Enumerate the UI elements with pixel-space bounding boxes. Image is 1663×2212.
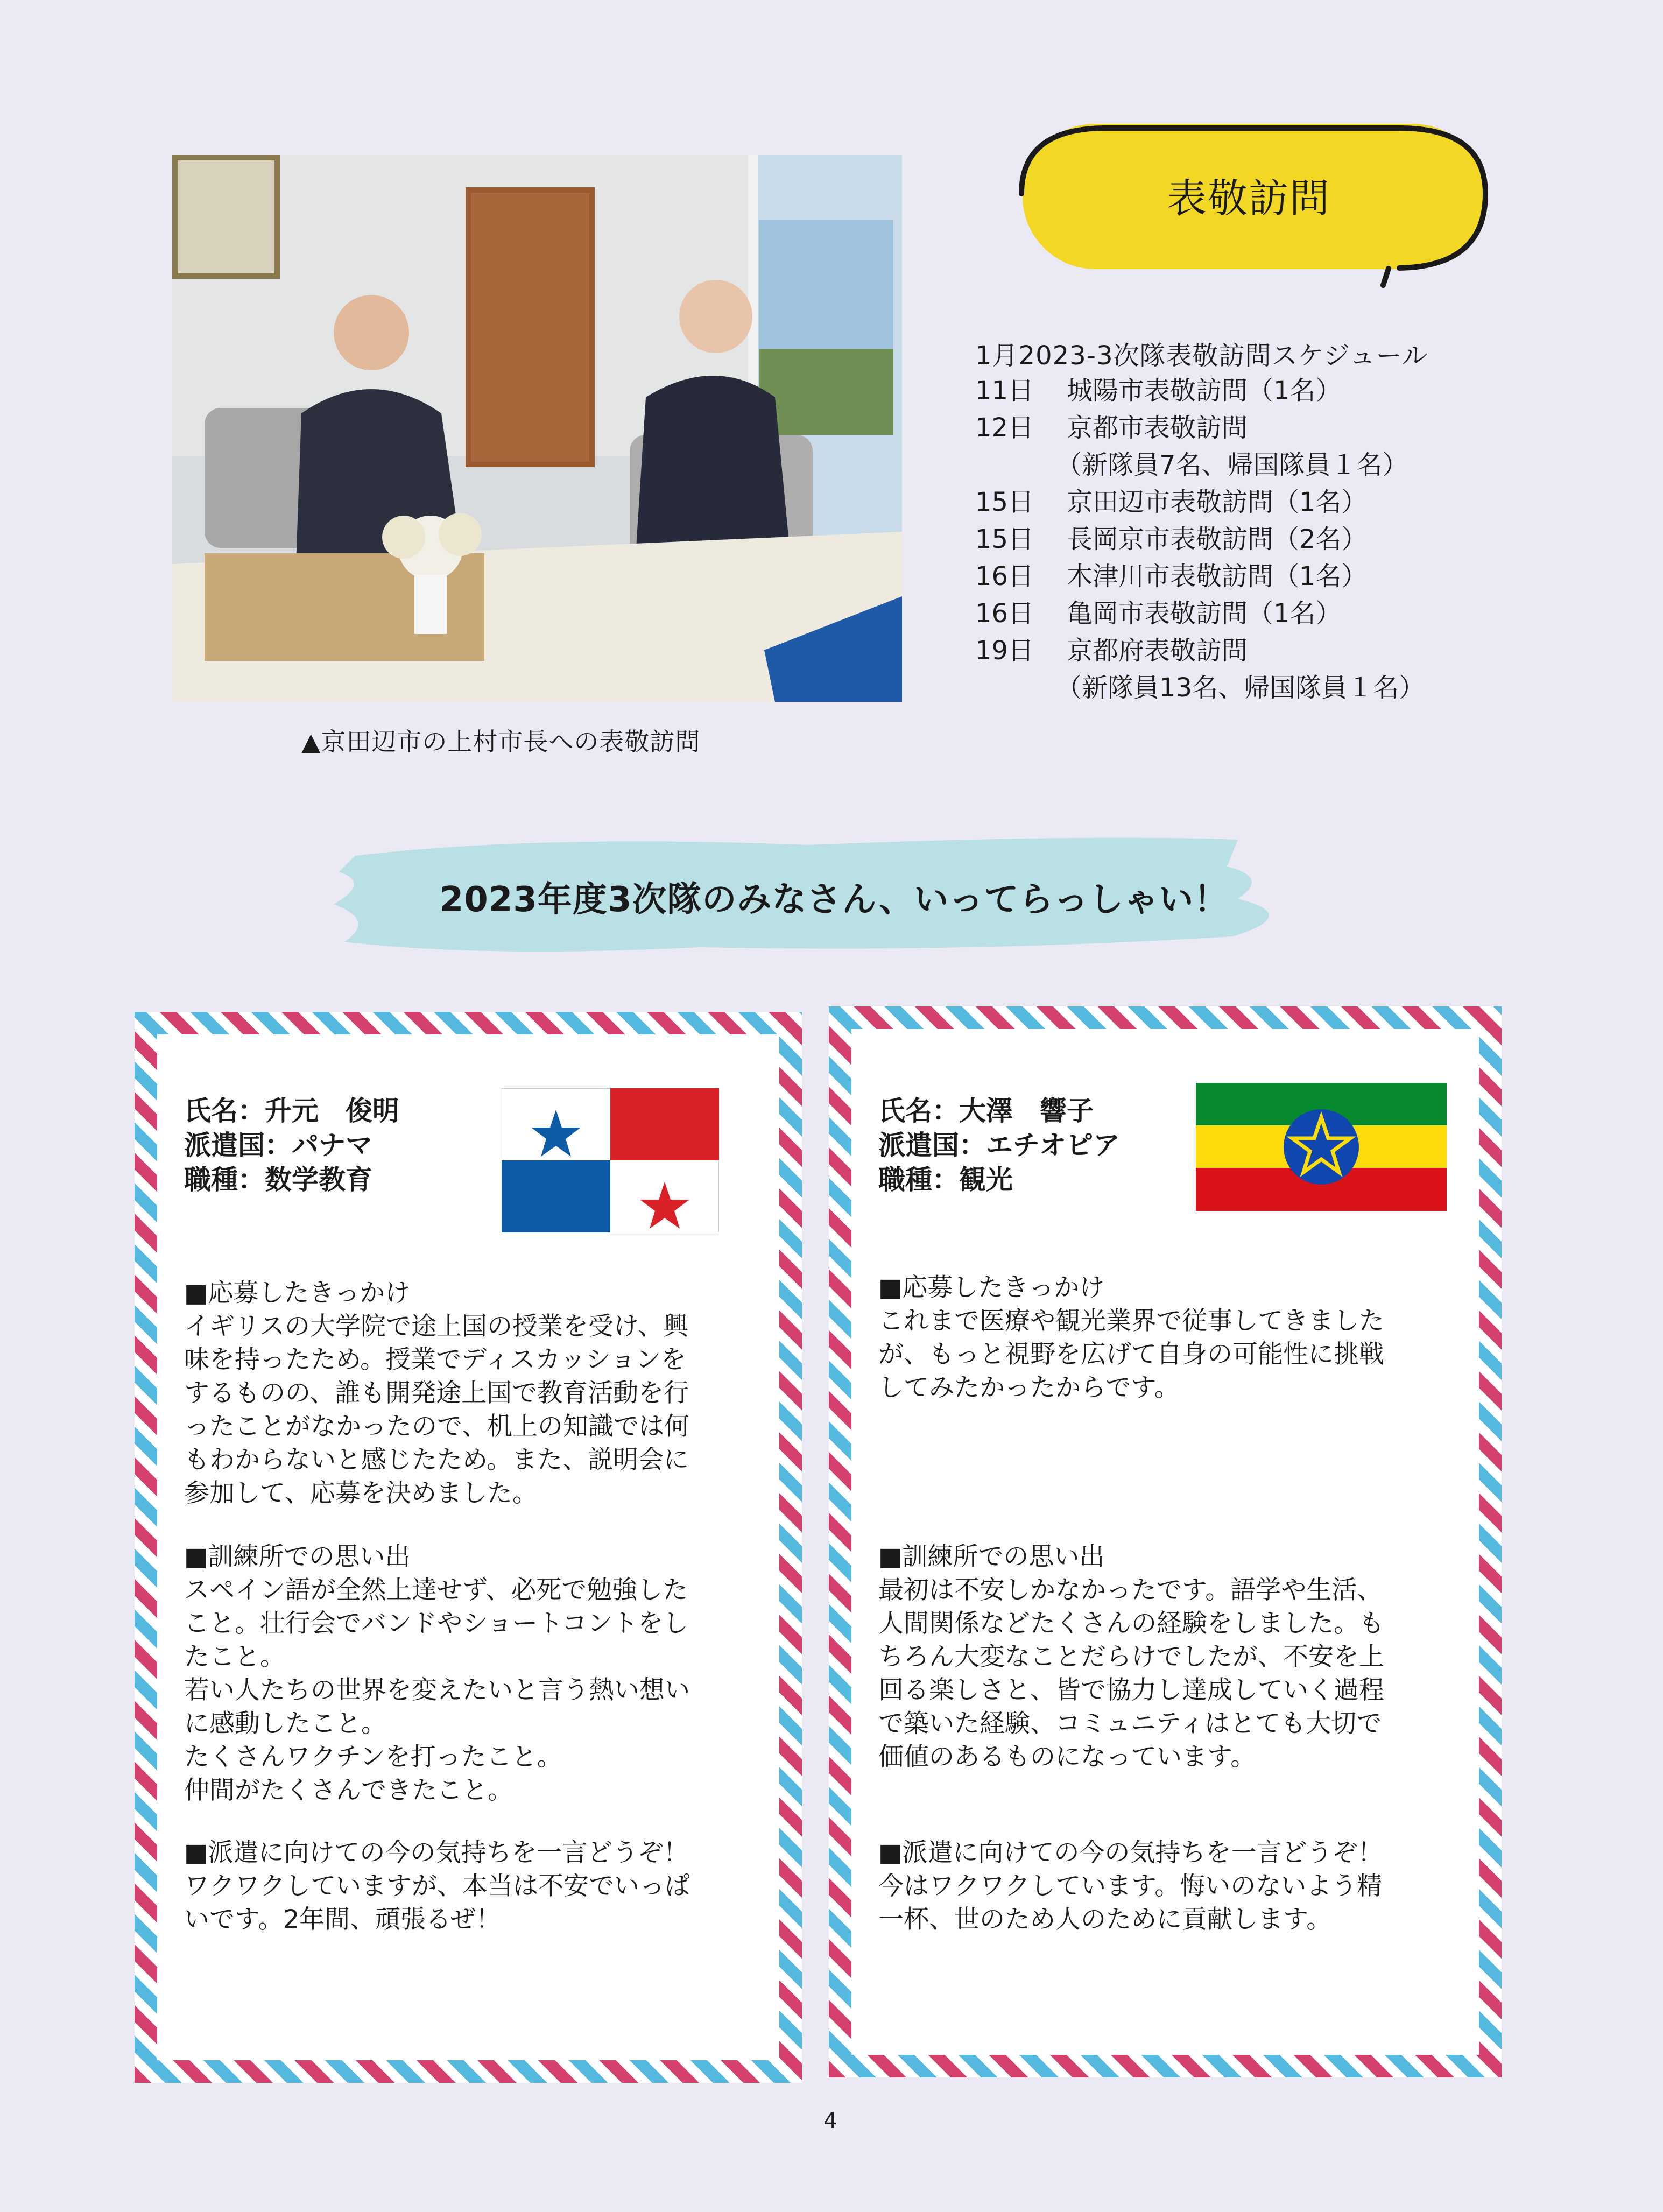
section-title-bubble [1012,113,1507,307]
volunteer-card [135,1012,802,2083]
section-body: イギリスの大学院で途上国の授業を受け、興 味を持ったため。授業でディスカッションを するものの、誰も開発途上国で教育活動を行 ったことがなかったので、机上の知識では何 もわからないと感じたため。また、説明会に 参加して、応募を決めました。 [184,1312,690,1508]
schedule-day: 16日 [975,598,1034,629]
schedule-text: 木津川市表敬訪問（1名） [1067,561,1368,591]
schedule-day: 19日 [975,636,1034,666]
section-heading: ■訓練所での思い出 [878,1542,1105,1572]
volunteer-card [829,1006,1502,2077]
section-body: 今はワクワクしています。悔いのないよう精 一杯、世のため人のために貢献します。 [878,1871,1383,1934]
message-section [184,1836,744,1936]
schedule-day: 15日 [975,524,1034,554]
schedule-day: 16日 [975,561,1034,591]
farewell-banner [323,818,1345,980]
section-heading: ■派遣に向けての今の気持ちを一言どうぞ！ [878,1838,1383,1868]
schedule-row [975,670,1513,707]
schedule-row [975,410,1513,447]
section-heading: ■訓練所での思い出 [184,1542,411,1572]
volunteer-name: 氏名：大澤 響子 [878,1095,1094,1126]
volunteer-job: 職種：数学教育 [184,1164,372,1195]
section-heading: ■派遣に向けての今の気持ちを一言どうぞ！ [184,1838,689,1868]
schedule-row [975,447,1513,484]
schedule-text: 京田辺市表敬訪問（1名） [1067,487,1368,517]
volunteer-profile [878,1094,1120,1197]
page-number: 4 [823,2109,837,2133]
schedule-row [975,558,1513,595]
training-memories-section [878,1540,1438,1774]
schedule-list [975,372,1513,707]
schedule-heading: 1月2023-3次隊表敬訪問スケジュール [975,341,1428,371]
volunteer-country: 派遣国：エチオピア [878,1130,1120,1161]
meeting-photo [172,155,902,702]
ethiopia-flag-icon [1196,1083,1447,1211]
schedule-row [975,521,1513,558]
volunteer-name: 氏名：升元 俊明 [184,1095,399,1126]
card-body [851,1029,1479,2055]
schedule-text: 城陽市表敬訪問（1名） [1067,376,1342,406]
section-body: スペイン語が全然上達せず、必死で勉強した こと。壮行会でバンドやショートコントをし たこと。 若い人たちの世界を変えたいと言う熱い想い に感動したこと。 たくさんワクチンを打ったこと。 仲間がたくさんできたこと。 [184,1575,690,1805]
volunteer-profile [184,1094,399,1197]
motivation-section [184,1277,744,1510]
panama-flag-graphic [502,1088,719,1232]
schedule-text: 長岡京市表敬訪問（2名） [1067,524,1368,554]
schedule-text: 亀岡市表敬訪問（1名） [1067,598,1342,629]
section-body: ワクワクしていますが、本当は不安でいっぱ いです。2年間、頑張るぜ！ [184,1871,690,1934]
schedule-day: 12日 [975,413,1034,443]
schedule-row [975,632,1513,670]
card-body [157,1034,779,2060]
schedule-text: 京都府表敬訪問 [1067,636,1248,666]
schedule-day: 11日 [975,376,1034,406]
schedule-row [975,484,1513,521]
volunteer-job: 職種：観光 [878,1164,1013,1195]
schedule-row [975,372,1513,410]
schedule-text: 京都市表敬訪問 [1067,413,1248,443]
message-section [878,1836,1438,1936]
training-memories-section [184,1540,744,1807]
section-title: 表敬訪問 [1167,175,1330,222]
schedule-note: （新隊員13名、帰国隊員１名） [1056,673,1425,703]
section-heading: ■応募したきっかけ [184,1278,411,1308]
banner-text: 2023年度3次隊のみなさん、いってらっしゃい！ [439,880,1229,920]
ethiopia-flag-graphic [1196,1083,1447,1211]
schedule-day: 15日 [975,487,1034,517]
section-heading: ■応募したきっかけ [878,1273,1105,1302]
photo-caption: ▲京田辺市の上村市長への表敬訪問 [301,727,701,756]
schedule-row [975,595,1513,632]
panama-flag-icon [502,1088,719,1232]
section-body: 最初は不安しかなかったです。語学や生活、 人間関係などたくさんの経験をしました。も ちろん大変なことだらけでしたが、不安を上 回る楽しさと、皆で協力し達成していく過程 で築いた経験、コミュニティはとても大切で 価値のあるものになっています。 [878,1575,1384,1772]
volunteer-country: 派遣国：パナマ [184,1130,372,1161]
motivation-section [878,1271,1438,1405]
meeting-photo-illustration [172,155,902,702]
schedule-note: （新隊員7名、帰国隊員１名） [1056,450,1408,480]
section-body: これまで医療や観光業界で従事してきました が、もっと視野を広げて自身の可能性に挑戦 してみたかったからです。 [878,1306,1384,1403]
